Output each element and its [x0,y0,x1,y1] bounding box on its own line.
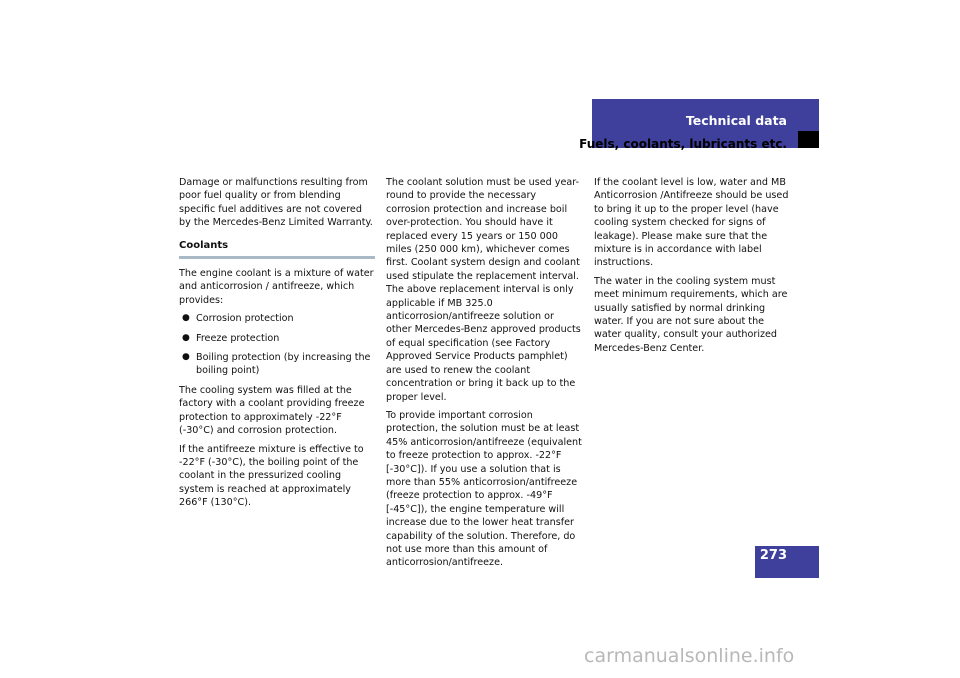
boiling-point-paragraph: If the antifreeze mixture is effective to -22°F (-30°C), the boiling point of the coolant in the pressurized cooling system is reached at approximately 266°F (130°C). [179,443,364,509]
list-item: ● Freeze protection [182,332,280,344]
water-quality-paragraph: The water in the cooling system must meet minimum requirements, which are usually satisfied by normal drinking water. If you are not sure about the water quality, consult your authorized Mercedes-Benz Center. [594,275,788,354]
section-subtitle: Fuels, coolants, lubricants etc. [579,137,787,151]
header-corner-mark [798,131,819,148]
intro-paragraph: Damage or malfunctions resulting from poor fuel quality or from blending specific fuel additives are not covered by the Mercedes-Benz Limited Warranty. [179,177,373,229]
coolant-intro-paragraph: The engine coolant is a mixture of water and anticorrosion / antifreeze, which provides: [179,268,374,306]
watermark-text: carmanualsonline.info [584,645,795,667]
column-middle [386,176,582,575]
page-number: 273 [759,548,787,563]
list-item: ● Boiling protection (by increasing the boiling point) [182,352,371,377]
bullet-icon: ● [182,313,190,324]
chapter-title: Technical data [685,113,787,128]
factory-fill-paragraph: The cooling system was filled at the factory with a coolant providing freeze protection to approximately -22°F (-30°C) and corrosion protection. [179,384,365,437]
column-left [179,176,375,515]
protection-list [179,312,375,378]
column-right [594,176,790,360]
bullet-icon: ● [182,352,190,363]
list-item: ● Corrosion protection [182,313,294,325]
section-heading-coolants: Coolants [179,239,375,259]
coolant-level-paragraph: If the coolant level is low, water and MB Anticorrosion /Antifreeze should be used to bring it up to the proper level (have cooling system checked for signs of leakage). Please make sure that the mixture is in accordance with label instructions. [594,177,789,269]
replacement-interval-paragraph: The coolant solution must be used year-round to provide the necessary corrosion protection and increase boil over-protection. You should have it replaced every 15 years or 150 000 miles (250 000 km), whichever comes first. Coolant system design and coolant used stipulate the replacement interval. The above replacement interval is only applicable if MB 325.0 anticorrosion/antifreeze solution or other Mercedes-Benz approved products of equal specification (see Factory Approved Service Products pamphlet) are used to renew the coolant concentration or bring it back up to the proper level. [386,177,581,403]
bullet-icon: ● [182,332,190,343]
corrosion-protection-paragraph: To provide important corrosion protection, the solution must be at least 45% anticorrosion/antifreeze (equivalent to freeze protection to approx. -22°F [-30°C]). If you use a solution that is more than 55% anticorrosion/antifreeze (freeze protection to approx. -49°F [-45°C]), the engine temperature will increase due to the lower heat transfer capability of the solution. Therefore, do not use more than this amount of anticorrosion/antifreeze. [386,409,582,569]
